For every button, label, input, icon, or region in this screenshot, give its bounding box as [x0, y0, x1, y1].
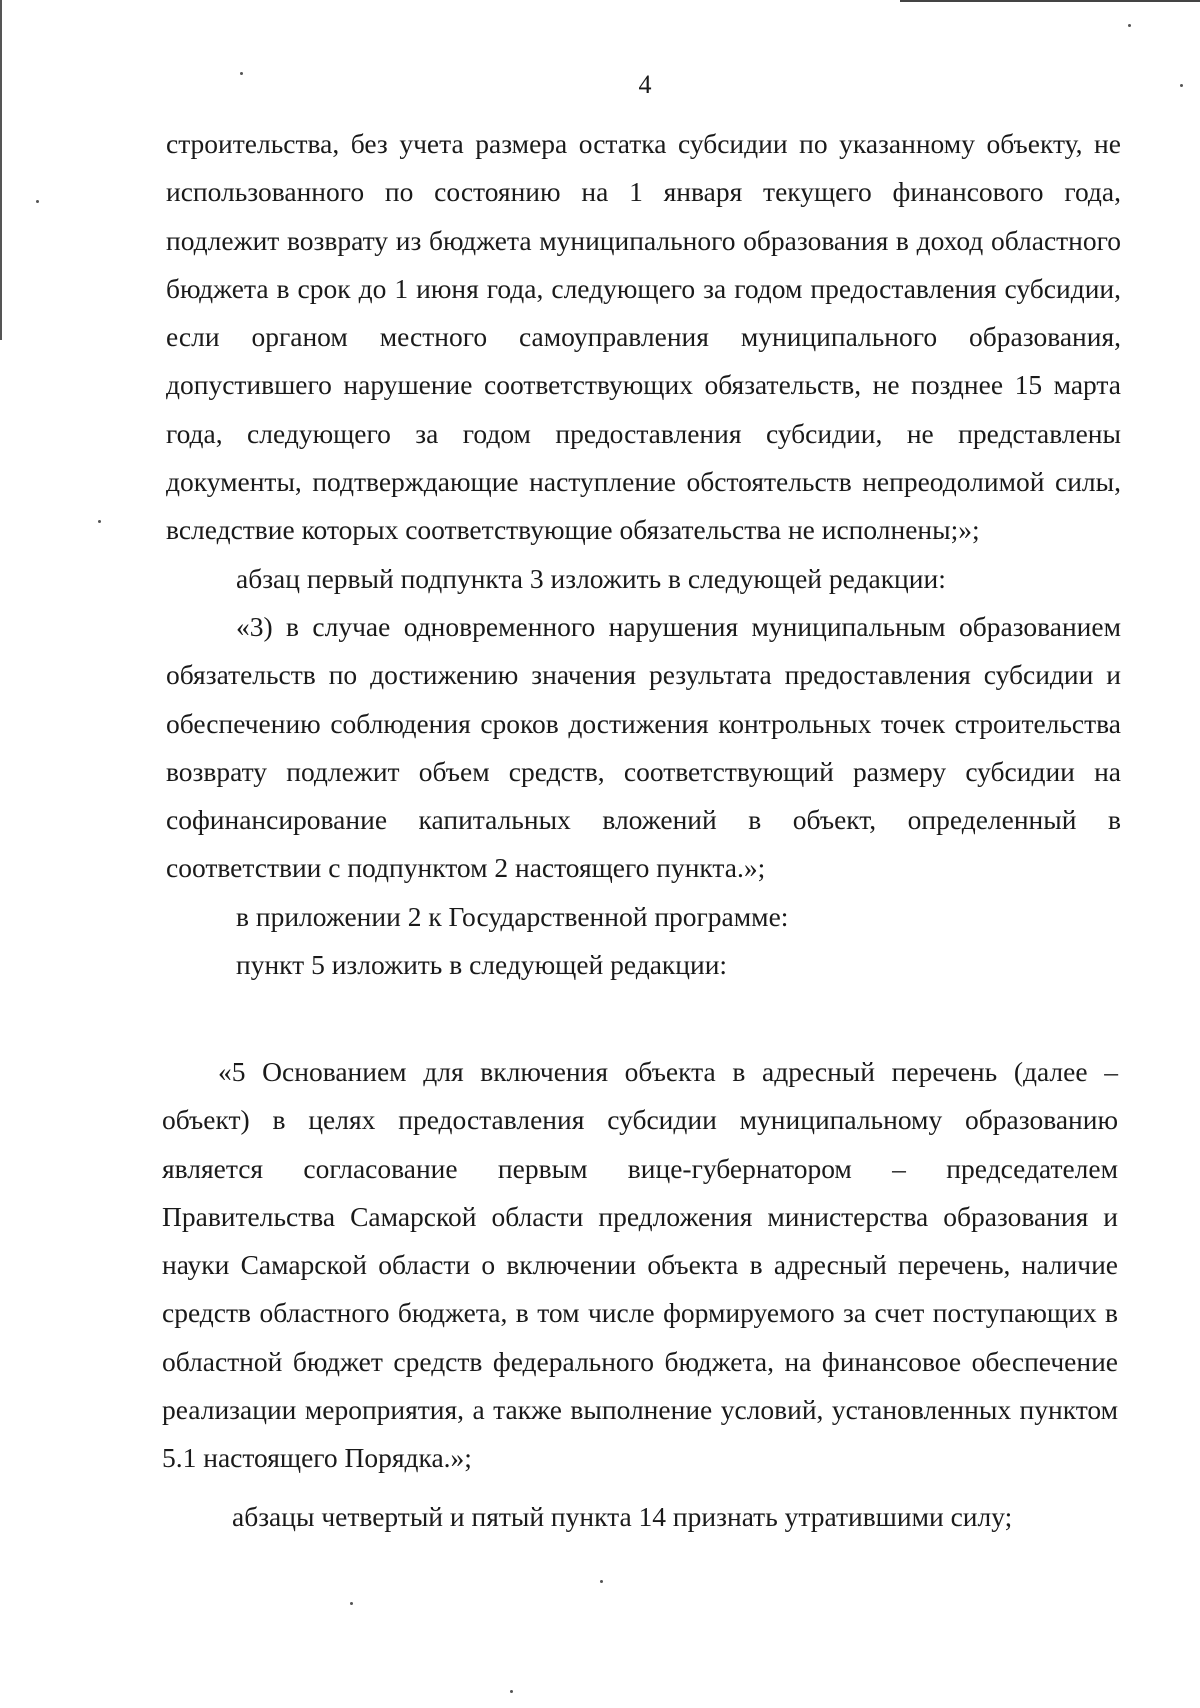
document-body [166, 120, 1121, 989]
scan-speck [1128, 24, 1131, 27]
paragraph-appendix-2: в приложении 2 к Государственной программе: [236, 900, 789, 932]
scan-speck [600, 1580, 603, 1583]
scan-speck [350, 1602, 353, 1605]
left-edge-rule [0, 0, 2, 340]
paragraph-continuation: строительства, без учета размера остатка субсидии по указанному объекту, не использованного по состоянию на 1 января текущего финансового года, подлежит возврату из бюджета муниципального образования в доход областного бюджета в срок до 1 июня года, следующего за годом предоставления субсидии, если органом местного самоуправления муниципального образования, допустившего нарушение соответствующих обязательств, не позднее 15 марта года, следующего за годом предоставления субсидии, не представлены документы, подтверждающие наступление обстоятельств непреодолимой силы, вследствие которых соответствующие обязательства не исполнены;»; [166, 128, 1121, 546]
document-body-clause-5 [162, 1048, 1118, 1483]
document-body-tail [162, 1493, 1118, 1541]
paragraph-subclause-3-text: «3) в случае одновременного нарушения муниципальным образованием обязательств по достижению значения результата предоставления субсидии и обеспечению соблюдения сроков достижения контрольных точек строительства возврату подлежит объем средств, соответствующий размеру субсидии на софинансирование капитальных вложений в объект, определенный в соответствии с подпунктом 2 настоящего пункта.»; [166, 610, 1121, 884]
scan-speck [98, 520, 101, 523]
scan-speck [240, 72, 243, 75]
scan-speck [36, 200, 39, 203]
scan-speck [510, 1690, 513, 1693]
top-edge-rule [900, 0, 1200, 2]
paragraph-clause-5-text: «5 Основанием для включения объекта в адресный перечень (далее – объект) в целях предоставления субсидии муниципальному образованию является согласование первым вице-губернатором – председателем Правительства Самарской области предложения министерства образования и науки Самарской области о включении объекта в адресный перечень, наличие средств областного бюджета, в том числе формируемого за счет поступающих в областной бюджет средств федерального бюджета, на финансовое обеспечение реализации мероприятия, а также выполнение условий, установленных пунктом 5.1 настоящего Порядка.»; [162, 1056, 1118, 1474]
paragraph-clause-5-intro: пункт 5 изложить в следующей редакции: [236, 949, 728, 981]
paragraph-amendment-subclause-3: абзац первый подпункта 3 изложить в следующей редакции: [236, 562, 946, 594]
paragraph-clause-14: абзацы четвертый и пятый пункта 14 признать утратившими силу; [232, 1501, 1013, 1532]
scan-speck [1180, 84, 1183, 87]
page-number: 4 [638, 70, 652, 99]
